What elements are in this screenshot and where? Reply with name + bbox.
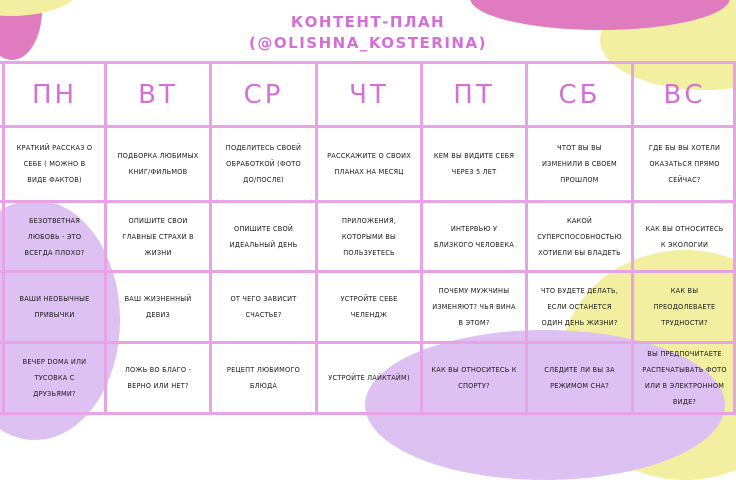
- topic-cell: ВАШИ НЕОБЫЧНЫЕ ПРИВЫЧКИ: [19, 295, 90, 319]
- topic-cell: ОТ ЧЕГО ЗАВИСИТ СЧАСТЬЕ?: [230, 295, 297, 319]
- topic-cell: УСТРОЙТЕ СЕБЕ ЧЕЛЕНДЖ: [340, 295, 398, 319]
- topic-cell: ВАШ ЖИЗНЕННЫЙ ДЕВИЗ: [124, 295, 192, 319]
- topic-cell: РАССКАЖИТЕ О СВОИХ ПЛАНАХ НА МЕСЯЦ: [327, 152, 411, 176]
- topic-cell: ИНТЕРВЬЮ У БЛИЗКОГО ЧЕЛОВЕКА: [434, 224, 514, 249]
- topic-cell: КАК ВЫ ОТНОСИТЕСЬ К ЭКОЛОГИИ: [645, 224, 724, 249]
- topic-cell: КЕМ ВЫ ВИДИТЕ СЕБЯ ЧЕРЕЗ 5 ЛЕТ: [433, 152, 515, 176]
- topic-cell: КАК ВЫ ОТНОСИТЕСЬ К СПОРТУ?: [431, 366, 517, 390]
- topic-cell: ПРИЛОЖЕНИЯ, КОТОРЫМИ ВЫ ПОЛЬЗУЕТЕСЬ: [341, 216, 397, 257]
- content-plan-table: [0, 62, 736, 414]
- topic-cell: РЕЦЕПТ ЛЮБИМОГО БЛЮДА: [226, 366, 301, 390]
- day-header: ВТ: [138, 79, 178, 110]
- day-header: ЧТ: [349, 79, 389, 110]
- topic-cell: ОПИШИТЕ СВОЙ ИДЕАЛЬНЫЙ ДЕНЬ: [229, 224, 298, 249]
- topic-cell: УСТРОЙТЕ ЛАЙКТАЙМ): [328, 374, 410, 382]
- topic-cell: ЧТО БУДЕТЕ ДЕЛАТЬ, ЕСЛИ ОСТАНЕТСЯ ОДИН ДЕНЬ ЖИЗНИ?: [540, 287, 619, 327]
- topic-cell: ПОЧЕМУ МУЖЧИНЫ ИЗМЕНЯЮТ? ЧЬЯ ВИНА В ЭТОМ?: [432, 287, 516, 327]
- topic-cell: ПОДБОРКА ЛЮБИМЫХ КНИГ/ФИЛЬМОВ: [117, 152, 199, 176]
- day-header: СБ: [558, 79, 601, 110]
- page-title: [0, 12, 736, 54]
- topic-cell: ГДЕ БЫ ВЫ ХОТЕЛИ ОКАЗАТЬСЯ ПРЯМО СЕЙЧАС?: [648, 144, 721, 184]
- topic-cell: БЕЗОТВЕТНАЯ ЛЮБОВЬ - ЭТО ВСЕГДА ПЛОХО?: [24, 216, 85, 257]
- topic-cell: КАК ВЫ ПРЕОДОЛЕВАЕТЕ ТРУДНОСТИ?: [653, 287, 716, 327]
- topic-cell: СЛЕДИТЕ ЛИ ВЫ ЗА РЕЖИМОМ СНА?: [544, 366, 615, 390]
- topic-cell: КРАТКИЙ РАССКАЗ О СЕБЕ ( МОЖНО В ВИДЕ ФАКТОВ): [16, 144, 93, 184]
- day-header: СР: [243, 79, 284, 110]
- topic-cell: ЧТОТ ВЫ ВЫ ИЗМЕНИЛИ В СВОЕМ ПРОШЛОМ: [542, 144, 617, 184]
- title-text: КОНТЕНТ-ПЛАН: [290, 13, 446, 31]
- topic-cell: КАКОЙ СУПЕРСПОСОБНОСТЬЮ ХОТИЕЛИ БЫ ВЛАДЕТЬ: [537, 216, 622, 257]
- topic-cell: ПОДЕЛИТЕСЬ СВОЕЙ ОБРАБОТКОЙ (ФОТО ДО/ПОСЛЕ): [225, 144, 302, 184]
- day-header: ПН: [31, 79, 78, 110]
- topic-cell: ОПИШИТЕ СВОИ ГЛАВНЫЕ СТРАХИ В ЖИЗНИ: [122, 216, 194, 257]
- day-header: ВС: [663, 79, 706, 110]
- topic-cell: ВЕЧЕР DOMA ИЛИ ТУСОВКА С ДРУЗЬЯМИ?: [22, 358, 87, 398]
- day-header: ПТ: [453, 79, 495, 110]
- subtitle-text: (@OLISHNA_KOSTERINA): [249, 34, 487, 52]
- topic-cell: ВЫ ПРЕДПОЧИТАЕТЕ РАСПЕЧАТЫВАТЬ ФОТО ИЛИ В ЭЛЕКТРОННОМ ВИДЕ?: [642, 350, 727, 406]
- topic-cell: ЛОЖЬ ВО БЛАГО - ВЕРНО ИЛИ НЕТ?: [124, 366, 192, 390]
